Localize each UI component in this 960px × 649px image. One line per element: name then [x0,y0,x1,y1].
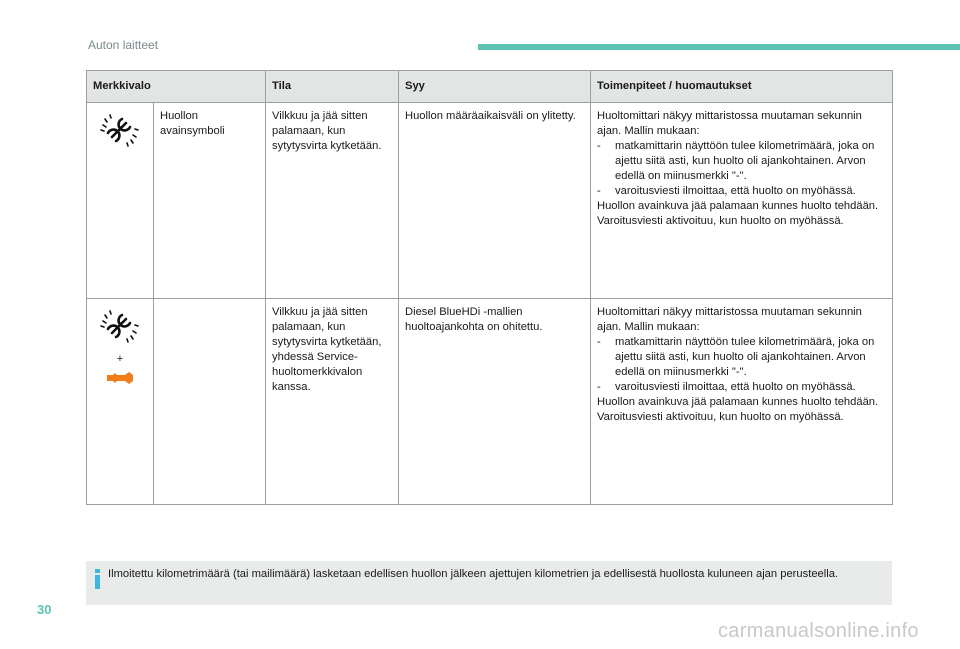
watermark: carmanualsonline.info [718,620,919,642]
page-number: 30 [37,602,52,617]
actions-intro: Huoltomittari näkyy mittaristossa muutaman sekunnin ajan. Mallin mukaan: [597,306,862,333]
info-icon [94,569,101,594]
column-header: Syy [399,71,591,103]
plus-sign: + [116,353,124,365]
cause-text: Diesel BlueHDi -mallien huoltoajankohta on ohitettu. [399,299,591,505]
actions-note: Huollon avainkuva jää palamaan kunnes huolto tehdään. [597,396,879,408]
indicator-icon-cell [87,103,154,299]
info-text: Ilmoitettu kilometrimäärä (tai mailimäärä) lasketaan edellisen huollon jälkeen ajettujen kilometrien ja edellisestä huollosta kuluneen ajan perusteella. [108,568,839,580]
actions-note: Varoitusviesti aktivoituu, kun huolto on myöhässä. [597,411,844,423]
table-header-row [87,71,893,103]
list-item: - matkamittarin näyttöön tulee kilometrimäärä, joka on ajettu siitä asti, kun huolto oli ajankohtainen. Arvon edellä on miinusmerkki "-". [597,139,886,184]
cause-text: Huollon määräaikaisväli on ylitetty. [399,103,591,299]
service-wrench-icon [97,140,143,152]
state-text: Vilkkuu ja jää sitten palamaan, kun sytytysvirta kytketään. [266,103,399,299]
table-row [87,103,893,299]
column-header: Tila [266,71,399,103]
service-wrench-icon [97,336,143,348]
state-text: Vilkkuu ja jää sitten palamaan, kun sytytysvirta kytketään, yhdessä Service-huoltomerkkivalon kanssa. [266,299,399,505]
list-item: - matkamittarin näyttöön tulee kilometrimäärä, joka on ajettu siitä asti, kun huolto oli ajankohtainen. Arvon edellä on miinusmerkki "-". [597,335,886,380]
warning-light-table [86,70,893,505]
column-header: Toimenpiteet / huomautukset [591,71,893,103]
indicator-name [154,299,266,505]
list-item-text: matkamittarin näyttöön tulee kilometrimäärä, joka on ajettu siitä asti, kun huolto oli ajankohtainen. Arvon edellä on miinusmerkki "-". [615,336,875,378]
list-item: - varoitusviesti ilmoittaa, että huolto on myöhässä. [597,185,856,197]
header-accent-bar [478,44,960,50]
list-item-text: varoitusviesti ilmoittaa, että huolto on myöhässä. [615,381,856,393]
indicator-name: Huollon avainsymboli [154,103,266,299]
section-title: Auton laitteet [88,38,159,52]
list-item-text: varoitusviesti ilmoittaa, että huolto on myöhässä. [615,185,856,197]
actions-cell [591,299,893,505]
list-item-text: matkamittarin näyttöön tulee kilometrimäärä, joka on ajettu siitä asti, kun huolto oli ajankohtainen. Arvon edellä on miinusmerkki "-". [615,140,875,182]
table-row [87,299,893,505]
actions-note: Huollon avainkuva jää palamaan kunnes huolto tehdään. [597,200,879,212]
column-header: Merkkivalo [87,71,266,103]
indicator-icon-cell [87,299,154,505]
actions-intro: Huoltomittari näkyy mittaristossa muutaman sekunnin ajan. Mallin mukaan: [597,110,862,137]
info-box [86,561,892,605]
actions-note: Varoitusviesti aktivoituu, kun huolto on myöhässä. [597,215,844,227]
list-item: - varoitusviesti ilmoittaa, että huolto on myöhässä. [597,381,856,393]
actions-cell [591,103,893,299]
orange-wrench-icon [105,376,135,388]
